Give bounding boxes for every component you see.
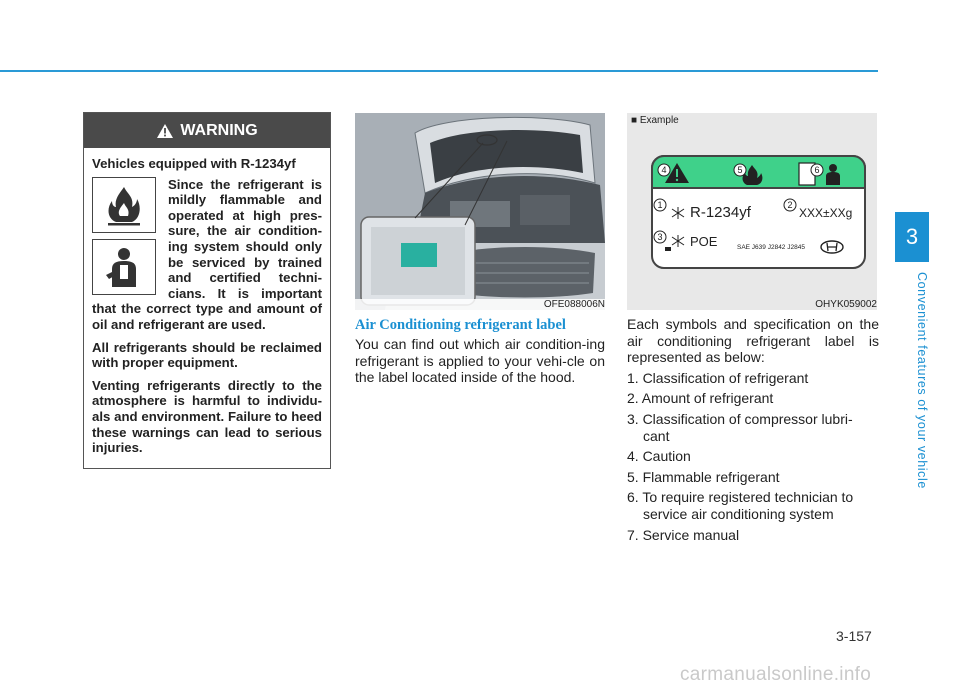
page-number: 3-157: [836, 628, 872, 644]
label-refrigerant: R-1234yf: [690, 204, 751, 221]
label-amount: XXX±XXg: [799, 206, 853, 220]
warning-lead: Vehicles equipped with R-1234yf: [92, 156, 296, 171]
warning-box: [83, 112, 331, 469]
list-item: 2. Amount of refrigerant: [627, 390, 774, 407]
section-title: Convenient features of your vehicle: [915, 272, 929, 489]
watermark-footer: carmanualsonline.info: [680, 664, 872, 685]
list-item: 7. Service manual: [627, 526, 740, 543]
label-marker-4: 4: [661, 165, 667, 175]
label-illustration: [627, 113, 877, 310]
label-marker-1: 1: [657, 200, 663, 210]
warning-header: [84, 113, 330, 148]
list-item: 1. Classification of refrigerant: [627, 369, 809, 386]
section-body: You can find out which air condition-ing refrigerant is applied to your vehi-cle on the label located inside of the hood.: [355, 336, 605, 386]
label-intro: Each symbols and specification on the air conditioning refrigerant label is represented as below:: [627, 316, 879, 366]
label-marker-3: 3: [657, 232, 663, 242]
warning-paragraph-1: Since the refrigerant is mildly flammable and operated at high pres-sure, the air condition-ing system should only be serviced by trained and certified techni-cians. It is important that the correct type and amount of oil and refrigerant are used.: [92, 176, 322, 332]
header-rule: [0, 70, 878, 72]
label-example-tag: ■ Example: [631, 115, 679, 126]
hood-photo: [355, 113, 605, 310]
list-item: 5. Flammable refrigerant: [627, 468, 780, 485]
label-marker-2: 2: [787, 200, 793, 210]
section-number-tab: 3: [895, 212, 929, 262]
flammable-icon: [92, 177, 156, 233]
list-item: 6. To require registered technician to service air conditioning system: [627, 489, 854, 522]
section-heading: Air Conditioning refrigerant label: [355, 317, 566, 333]
list-item: 3. Classification of compressor lubri-cant: [627, 410, 853, 444]
label-marker-5: 5: [737, 165, 743, 175]
warning-paragraph-2: All refrigerants should be reclaimed with proper equipment.: [92, 339, 322, 371]
warning-paragraph-3: Venting refrigerants directly to the atmosphere is harmful to individu-als and environment. Failure to heed these warnings can lead to serious injuries.: [92, 377, 322, 456]
label-explanation: [627, 316, 879, 547]
label-items-list: [627, 370, 879, 543]
technician-icon: [92, 239, 156, 295]
list-item: 4. Caution: [627, 448, 691, 465]
warning-heading: WARNING: [180, 121, 258, 139]
label-marker-6: 6: [814, 165, 820, 175]
photo-caption: OFE088006N: [355, 299, 605, 311]
warning-triangle-icon: [156, 123, 174, 139]
label-sae: SAE J639 J2842 J2845: [737, 244, 805, 251]
label-caption: OHYK059002: [815, 299, 877, 310]
label-lubricant: POE: [690, 234, 718, 249]
